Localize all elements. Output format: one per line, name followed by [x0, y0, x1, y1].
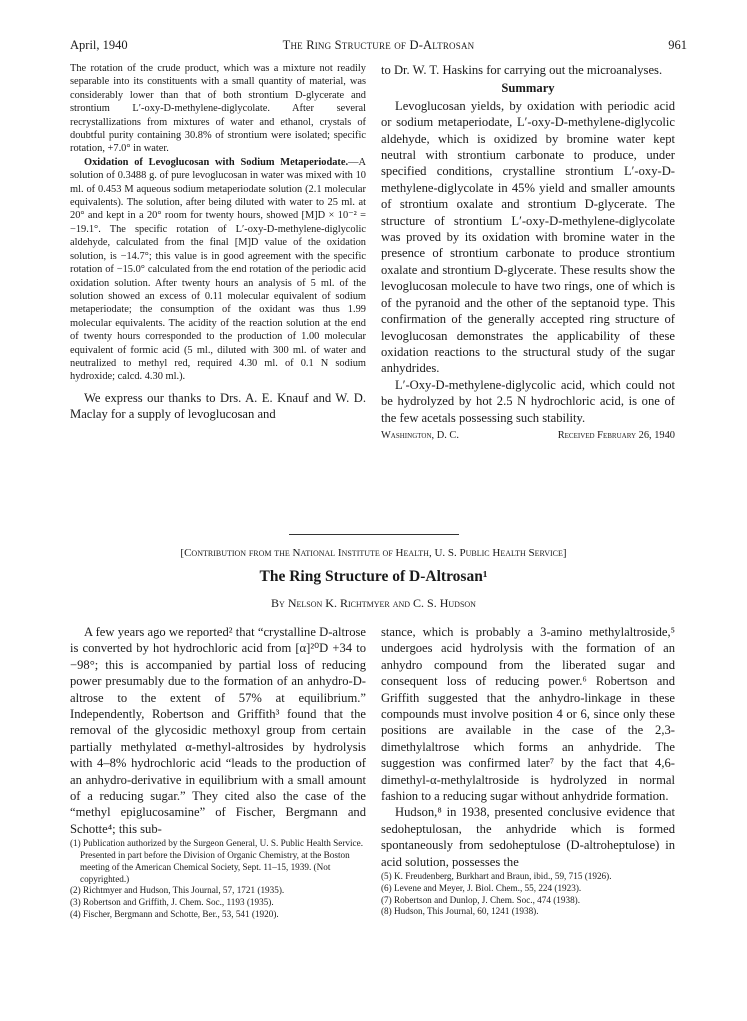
dateline: [381, 428, 675, 444]
crude-product-paragraph: The rotation of the crude product, which was a mixture not readily separable into its constituents with a small quantity of material, was considerably lower than that of both strontium D-glycerate and strontium L′-oxy-D-methylene-diglycolate. After several recrystallizations from mixtures of water and ethanol, crystals of doubtful purity containing 30.8% of strontium were isolated; specific rotation, +7.0° in water.: [70, 63, 366, 155]
header-date: April, 1940: [70, 38, 128, 52]
footnotes-right: [381, 871, 675, 918]
footnote-6: (6) Levene and Meyer, J. Biol. Chem., 55, 224 (1923).: [381, 882, 582, 893]
dateline-received: Received February 26, 1940: [557, 429, 675, 441]
footnote-1: (1) Publication authorized by the Surgeon General, U. S. Public Health Service. Presented in part before the Division of Organic Chemistry, at the Boston meeting of the American Chemical Society, Sept. 11–15, 1939. (Not copyrighted.): [70, 838, 363, 884]
footnote-4: (4) Fischer, Bergmann and Schotte, Ber., 53, 541 (1920).: [70, 909, 279, 920]
summary-paragraph-2: L′-Oxy-D-methylene-diglycolic acid, which could not be hydrolyzed by hot 2.5 N hydrochloric acid, is one of the few acetals possessing such stability.: [381, 377, 675, 425]
bottom-right-column: [381, 624, 675, 918]
sedoheptulosan-paragraph: Hudson,⁸ in 1938, presented conclusive evidence that sedoheptulosan, the anhydride which is formed spontaneously from sedoheptulose (D-altroheptulose) in acid solution, possesses the: [381, 805, 675, 869]
article-authors: By Nelson K. Richtmyer and C. S. Hudson: [271, 596, 476, 610]
footnote-3: (3) Robertson and Griffith, J. Chem. Soc., 1193 (1935).: [70, 897, 274, 908]
top-left-column: [70, 62, 366, 423]
footnote-2: (2) Richtmyer and Hudson, This Journal, 57, 1721 (1935).: [70, 885, 285, 896]
thanks-paragraph: We express our thanks to Drs. A. E. Knauf and W. D. Maclay for a supply of levoglucosan and: [70, 390, 366, 422]
header-running-title: The Ring Structure of D-Altrosan: [282, 38, 475, 52]
altroside-paragraph: stance, which is probably a 3-amino methylaltroside,⁵ undergoes acid hydrolysis with the formation of an anhydro compound from the liberated sugar and consequent loss of reducing power.⁶ Robertson and Griffith suggested that the anhydro-linkage in these compounds must involve position 4 or 6, since only these positions are available in the case of the 2,3-dimethylaltrose which forms an anhydride. The suggestion was confirmed later⁷ by the fact that 4,6-dimethyl-α-methylaltroside is hydrolyzed in normal fashion to a reducing sugar without anhydride formation.: [381, 625, 675, 804]
dateline-place: Washington, D. C.: [381, 429, 459, 441]
header-page-number: 961: [668, 38, 687, 52]
footnote-5: (5) K. Freudenberg, Burkhart and Braun, ibid., 59, 715 (1926).: [381, 871, 612, 882]
top-right-column: [381, 62, 675, 444]
metaperiodate-paragraph: [70, 156, 366, 384]
summary-paragraph-1: Levoglucosan yields, by oxidation with periodic acid or sodium metaperiodate, L′-oxy-D-methylene-diglycolic aldehyde, which is oxidized by bromine water kept neutral with strontium carbonate to produce, under specified conditions, crystalline strontium L′-oxy-D-methylene-diglycolate in 45% yield and smaller amounts of strontium oxalate and strontium D-glycerate. The structure of strontium L′-oxy-D-methylene-diglycolate was proved by its oxidation with bromine water in the presence of strontium carbonate to produce strontium oxalate and strontium D-glycerate. These results show the levoglucosan molecule to have two rings, one of which is of the pyranoid and the other of the septanoid type. This confirmation of the generally accepted ring structure of levoglucosan demonstrates the applicability of these oxidation reactions to the structural study of the sugar anhydrides.: [381, 98, 675, 376]
footnote-7: (7) Robertson and Dunlop, J. Chem. Soc., 474 (1938).: [381, 894, 581, 905]
intro-paragraph: A few years ago we reported² that “crystalline D-altrose is converted by hot hydrochloric acid from [α]²⁰D +34 to −98°; this is accompanied by partial loss of reducing power presumably due to the formation of an anhydro-D-altrose to the extent of 57% at equilibrium.” Independently, Robertson and Griffith³ found that the removal of the glycosidic methoxyl group from certain partially methylated α-methyl-altrosides by hydrolysis with 4–8% hydrochloric acid “leads to the production of an anhydro-derivative in equilibrium with a small amount of a reducing sugar.” They cited also the case of the “methyl epiglucosamine” of Fischer, Bergmann and Schotte⁴; this sub-: [70, 625, 366, 836]
running-header: [70, 38, 687, 54]
acknowledgement-continued: to Dr. W. T. Haskins for carrying out the microanalyses.: [381, 63, 663, 77]
footnote-8: (8) Hudson, This Journal, 60, 1241 (1938).: [381, 906, 539, 917]
footnotes-left: [70, 838, 366, 921]
bottom-left-column: [70, 624, 366, 921]
article-title: The Ring Structure of D-Altrosan¹: [259, 568, 488, 585]
metaperiodate-heading: Oxidation of Levoglucosan with Sodium Metaperiodate.: [84, 156, 349, 168]
metaperiodate-body: —A solution of 0.3488 g. of pure levoglucosan in water was mixed with 10 ml. of 0.453 M aqueous sodium metaperiodate solution (2.1 molecular equivalents). The solution, after being diluted with water to 25 ml. at 20° and kept in a 20° room for twenty hours, showed [M]D × 10⁻² = −19.1°. The specific rotation of L′-oxy-D-methylene-diglycolic aldehyde, calculated from the final [M]D value of the oxidation solution, is −14.7°; this value is in good agreement with the specific rotation of −15.0° calculated from the end rotation of the periodic acid oxidation solution. After twenty hours an analysis of 5 ml. of the solution showed an excess of 0.11 molecular equivalent of sodium metaperiodate; the consumption of the oxidant was thus 1.99 molecular equivalents. The acidity of the reaction solution at the end of twenty hours corresponded to the production of 1.00 molecular equivalent of formic acid (5 ml., diluted with 300 ml. of water and neutralized to methyl red, required 4.30 ml. of 0.1 N sodium hydroxide; calcd. 4.30 ml.).: [70, 156, 366, 383]
contribution-line: [Contribution from the National Institute of Health, U. S. Public Health Service]: [180, 547, 567, 559]
summary-heading: Summary: [501, 81, 555, 96]
section-divider: [289, 534, 459, 535]
